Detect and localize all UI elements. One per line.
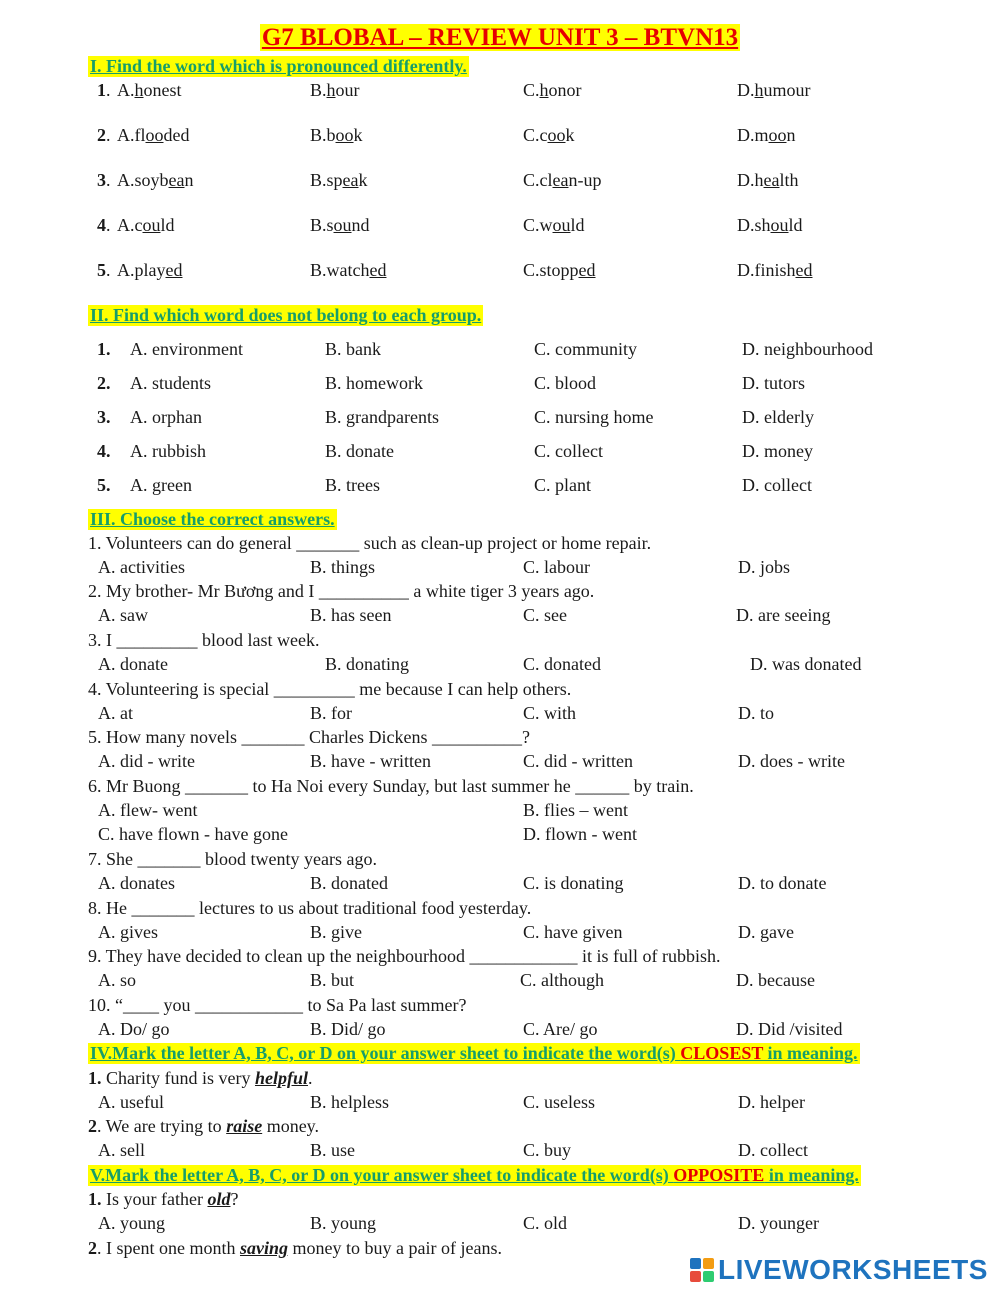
option-mid: ea [552, 170, 569, 190]
option-item: B. but [310, 970, 355, 990]
question-text: 7. She _______ blood twenty years ago. [88, 849, 377, 869]
option-item: B. for [310, 703, 352, 723]
section-4-keyword: CLOSEST [680, 1043, 764, 1063]
option-item: C. old [523, 1213, 568, 1233]
option-item [310, 125, 363, 146]
option-post: k [353, 125, 363, 145]
section-4-heading-text: IV.Mark the letter A, B, C, or D on your answer sheet to indicate the word(s) [90, 1043, 681, 1063]
question-number: 1 [97, 80, 106, 100]
option-item [737, 125, 796, 146]
question-pre: Charity fund is very [101, 1068, 255, 1088]
option-item: B. trees [325, 475, 380, 495]
option-item: C. donated [523, 654, 601, 674]
option-item: D. are seeing [736, 605, 831, 625]
question-post: . [308, 1068, 313, 1088]
option-pre: A.play [117, 260, 166, 280]
option-item [310, 215, 370, 236]
option-item: B. flies – went [523, 800, 628, 820]
option-item [737, 215, 803, 236]
option-pre: B.watch [310, 260, 370, 280]
question-keyword: raise [226, 1116, 263, 1136]
option-item: A. green [130, 475, 192, 495]
section-5-heading [88, 1165, 861, 1186]
option-pre: A.soyb [117, 170, 169, 190]
option-item: A. did - write [98, 751, 195, 771]
option-item: B. helpless [310, 1092, 389, 1112]
option-item: A. donates [98, 873, 175, 893]
option-pre: A.fl [117, 125, 146, 145]
title-text: G7 BLOBAL – REVIEW UNIT 3 – BTVN13 [261, 24, 739, 51]
option-post: lth [779, 170, 799, 190]
question-number: 2 [88, 1116, 97, 1136]
option-item: D. collect [738, 1140, 808, 1160]
option-item: C. with [523, 703, 577, 723]
option-pre: B.b [310, 125, 336, 145]
option-post: nd [351, 215, 370, 235]
option-post: ld [160, 215, 175, 235]
option-item [117, 80, 182, 101]
question-number: 1. [97, 339, 111, 359]
option-mid: ed [795, 260, 813, 280]
option-pre: D.m [737, 125, 769, 145]
question-text [88, 1068, 313, 1089]
logo-text: LIVEWORKSHEETS [718, 1254, 988, 1285]
option-item: D. was donated [750, 654, 862, 674]
option-mid: h [754, 80, 764, 100]
option-item: C. plant [534, 475, 591, 495]
question-dot: . [106, 170, 111, 190]
option-item: B. bank [325, 339, 381, 359]
option-mid: ed [578, 260, 596, 280]
option-item: A. Do/ go [98, 1019, 170, 1039]
option-pre: D.finish [737, 260, 796, 280]
option-post: umour [763, 80, 811, 100]
option-item: D. collect [742, 475, 812, 495]
option-item: A. saw [98, 605, 148, 625]
option-post: ld [788, 215, 803, 235]
section-5-heading-end: in meaning. [764, 1165, 859, 1185]
question-text: 10. “____ you ____________ to Sa Pa last summer? [88, 995, 467, 1015]
option-mid: h [539, 80, 549, 100]
option-mid: ou [333, 215, 352, 235]
option-item: B. have - written [310, 751, 431, 771]
option-mid: ed [165, 260, 183, 280]
logo-square [690, 1271, 701, 1282]
option-item: B. young [310, 1213, 377, 1233]
option-item: A. activities [98, 557, 185, 577]
option-item: A. students [130, 373, 211, 393]
option-item: D. to [738, 703, 774, 723]
option-item: C. is donating [523, 873, 624, 893]
section-4-heading [88, 1043, 860, 1064]
question-text: 9. They have decided to clean up the neighbourhood ____________ it is full of rubbish. [88, 946, 721, 966]
question-number: 5 [97, 260, 106, 280]
option-item: B. homework [325, 373, 423, 393]
option-item: B. donated [310, 873, 388, 893]
option-post: k [565, 125, 575, 145]
option-item: D. elderly [742, 407, 814, 427]
option-item: D. helper [738, 1092, 805, 1112]
question-number: 1. [88, 1189, 102, 1209]
section-4-heading-end: in meaning. [763, 1043, 858, 1063]
option-item: A. gives [98, 922, 158, 942]
option-mid: ou [770, 215, 789, 235]
option-pre: C.cl [523, 170, 553, 190]
question-post: money. [262, 1116, 320, 1136]
option-item: B. things [310, 557, 376, 577]
worksheet-title [0, 24, 1000, 52]
option-item [523, 125, 575, 146]
question-pre: . We are trying to [97, 1116, 227, 1136]
section-5-keyword: OPPOSITE [673, 1165, 765, 1185]
option-item: A. rubbish [130, 441, 206, 461]
option-mid: ea [763, 170, 780, 190]
option-item: B. Did/ go [310, 1019, 386, 1039]
option-item: A. flew- went [98, 800, 198, 820]
option-mid: ea [342, 170, 359, 190]
logo-square [703, 1271, 714, 1282]
option-item: C. see [523, 605, 567, 625]
option-item: B. has seen [310, 605, 392, 625]
question-text: 1. Volunteers can do general _______ such as clean-up project or home repair. [88, 533, 652, 553]
option-item: A. at [98, 703, 133, 723]
option-item: B. donate [325, 441, 394, 461]
question-dot: . [106, 125, 111, 145]
option-mid: oo [768, 125, 787, 145]
option-item: C. blood [534, 373, 597, 393]
option-post: k [358, 170, 368, 190]
option-mid: ed [369, 260, 387, 280]
option-post: onest [143, 80, 182, 100]
question-dot: . [106, 260, 111, 280]
option-mid: ou [552, 215, 571, 235]
question-pre: Is your father [101, 1189, 208, 1209]
option-mid: h [134, 80, 144, 100]
option-item: A. so [98, 970, 137, 990]
option-mid: oo [547, 125, 566, 145]
option-item: A. orphan [130, 407, 202, 427]
logo-square [703, 1258, 714, 1269]
section-1-heading: I. Find the word which is pronounced differently. [90, 56, 467, 76]
option-item [737, 80, 811, 101]
option-item: A. young [98, 1213, 165, 1233]
option-item: C. Are/ go [523, 1019, 598, 1039]
question-text [88, 1116, 319, 1137]
question-text [88, 1238, 502, 1259]
question-dot: . [106, 215, 111, 235]
option-pre: C.c [523, 125, 548, 145]
option-pre: A. [117, 80, 135, 100]
option-item: C. although [520, 970, 604, 990]
question-number: 3 [97, 170, 106, 190]
option-item: A. useful [98, 1092, 164, 1112]
option-mid: ea [168, 170, 185, 190]
option-item: D. tutors [742, 373, 805, 393]
option-pre: D. [737, 80, 755, 100]
question-pre: . I spent one month [97, 1238, 240, 1258]
question-number: 3. [97, 407, 111, 427]
option-item: D. Did /visited [736, 1019, 843, 1039]
question-keyword: old [207, 1189, 231, 1209]
option-pre: C.stopp [523, 260, 579, 280]
option-item [737, 170, 799, 191]
option-item: A. sell [98, 1140, 145, 1160]
option-post: our [335, 80, 360, 100]
question-text: 3. I _________ blood last week. [88, 630, 320, 650]
option-item: C. have given [523, 922, 623, 942]
option-item [737, 260, 813, 281]
question-keyword: saving [239, 1238, 288, 1258]
option-item: B. donating [325, 654, 409, 674]
option-pre: B. [310, 80, 327, 100]
option-pre: C. [523, 80, 540, 100]
option-item: D. does - write [738, 751, 845, 771]
question-number: 2. [97, 373, 111, 393]
section-3-heading: III. Choose the correct answers. [90, 509, 335, 529]
option-item [523, 170, 601, 191]
option-item: A. donate [98, 654, 168, 674]
option-item: C. nursing home [534, 407, 654, 427]
option-item: A. environment [130, 339, 243, 359]
option-pre: B.sp [310, 170, 343, 190]
option-post: n [786, 125, 796, 145]
option-item [523, 215, 585, 236]
question-number: 5. [97, 475, 111, 495]
option-item [310, 170, 368, 191]
option-item: C. collect [534, 441, 603, 461]
question-text [88, 1189, 238, 1210]
option-item: D. flown - went [523, 824, 637, 844]
option-mid: h [326, 80, 336, 100]
option-item: C. have flown - have gone [98, 824, 288, 844]
option-pre: D.sh [737, 215, 771, 235]
option-item: D. because [736, 970, 815, 990]
option-post: ded [163, 125, 190, 145]
option-post: ld [570, 215, 585, 235]
option-pre: D.h [737, 170, 764, 190]
question-text: 8. He _______ lectures to us about traditional food yesterday. [88, 898, 532, 918]
question-number: 4 [97, 215, 106, 235]
question-number: 4. [97, 441, 111, 461]
option-item: D. gave [738, 922, 794, 942]
section-5-heading-text: V.Mark the letter A, B, C, or D on your answer sheet to indicate the word(s) [90, 1165, 674, 1185]
question-text: 4. Volunteering is special _________ me because I can help others. [88, 679, 572, 699]
option-post: onor [548, 80, 582, 100]
section-2-heading: II. Find which word does not belong to each group. [90, 305, 482, 325]
option-item: D. money [742, 441, 813, 461]
question-keyword: helpful [254, 1068, 308, 1088]
question-number: 2 [88, 1238, 97, 1258]
option-post: n [184, 170, 194, 190]
option-item [117, 260, 183, 281]
logo-mark-icon [690, 1258, 714, 1282]
question-number: 1. [88, 1068, 102, 1088]
option-item: C. buy [523, 1140, 572, 1160]
option-pre: A.c [117, 215, 143, 235]
question-text: 5. How many novels _______ Charles Dickens __________? [88, 727, 530, 747]
question-post: ? [230, 1189, 239, 1209]
liveworksheets-logo [690, 1254, 988, 1286]
option-item: D. to donate [738, 873, 827, 893]
option-pre: C.w [523, 215, 553, 235]
question-text: 6. Mr Buong _______ to Ha Noi every Sunday, but last summer he ______ by train. [88, 776, 694, 796]
option-item: D. younger [738, 1213, 819, 1233]
option-post: n-up [568, 170, 602, 190]
option-item [117, 215, 175, 236]
question-number: 2 [97, 125, 106, 145]
option-item [310, 80, 360, 101]
option-item: D. jobs [738, 557, 791, 577]
option-item [523, 260, 596, 281]
option-item: B. grandparents [325, 407, 439, 427]
option-item [310, 260, 386, 281]
option-item: D. neighbourhood [742, 339, 873, 359]
option-item [117, 125, 190, 146]
question-text: 2. My brother- Mr Bương and I __________ a white tiger 3 years ago. [88, 581, 595, 601]
option-item [523, 80, 582, 101]
option-item [117, 170, 194, 191]
logo-square [690, 1258, 701, 1269]
option-item: B. use [310, 1140, 355, 1160]
option-mid: oo [145, 125, 164, 145]
option-mid: oo [335, 125, 354, 145]
question-dot: . [106, 80, 111, 100]
option-pre: B.s [310, 215, 334, 235]
option-item: B. give [310, 922, 362, 942]
option-mid: ou [142, 215, 161, 235]
option-item: C. useless [523, 1092, 595, 1112]
option-item: C. labour [523, 557, 590, 577]
option-item: C. did - written [523, 751, 633, 771]
option-item: C. community [534, 339, 637, 359]
question-post: money to buy a pair of jeans. [288, 1238, 502, 1258]
